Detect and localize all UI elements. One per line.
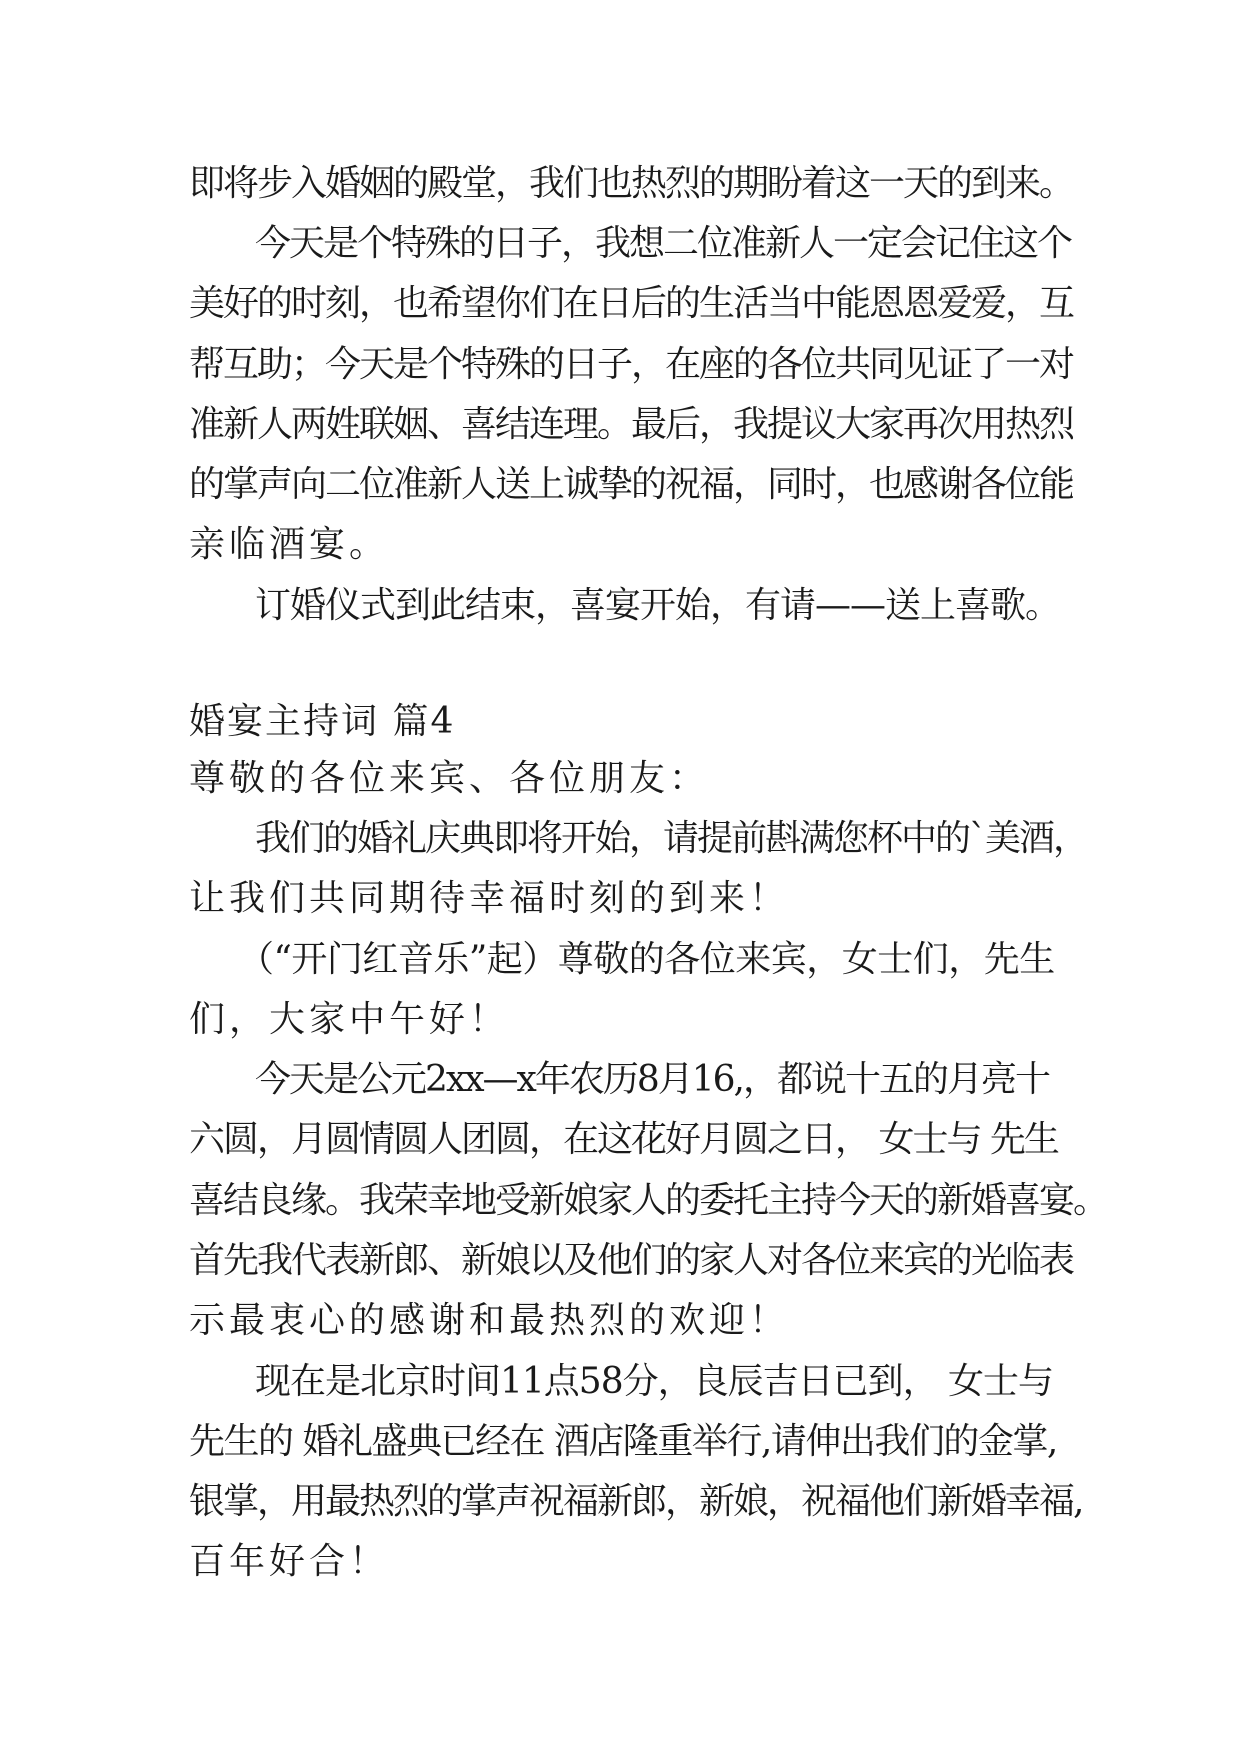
paragraph-line: 的掌声向二位准新人送上诚挚的祝福，同时，也感谢各位能 bbox=[189, 464, 1074, 505]
paragraph-line: 帮互助；今天是个特殊的日子，在座的各位共同见证了一对 bbox=[189, 344, 1074, 385]
paragraph-line: 现在是北京时间11点58分，良辰吉日已到， 女士与 bbox=[255, 1361, 1054, 1402]
paragraph-line: 今天是个特殊的日子，我想二位准新人一定会记住这个 bbox=[255, 223, 1072, 264]
paragraph-line: 首先我代表新郎、新娘以及他们的家人对各位来宾的光临表 bbox=[189, 1240, 1074, 1281]
paragraph-line: 六圆，月圆情圆人团圆，在这花好月圆之日， 女士与 先生 bbox=[189, 1119, 1058, 1160]
paragraph-line: 美好的时刻，也希望你们在日后的生活当中能恩恩爱爱，互 bbox=[189, 283, 1074, 324]
paragraph-line: 们，大家中午好！ bbox=[189, 999, 510, 1040]
paragraph-line: 让我们共同期待幸福时刻的到来！ bbox=[189, 878, 790, 919]
paragraph-line: 银掌，用最热烈的掌声祝福新郎，新娘，祝福他们新婚幸福, bbox=[189, 1481, 1083, 1522]
paragraph-line: 示最衷心的感谢和最热烈的欢迎！ bbox=[189, 1300, 790, 1341]
paragraph-line: 今天是公元2xx—x年农历8月16,，都说十五的月亮十 bbox=[255, 1059, 1049, 1100]
salutation-line: 尊敬的各位来宾、各位朋友： bbox=[189, 758, 710, 799]
section-heading: 婚宴主持词 篇4 bbox=[189, 701, 456, 742]
paragraph-line: （“开门红音乐”起）尊敬的各位来宾，女士们，先生 bbox=[238, 939, 1055, 980]
paragraph-line: 百年好合！ bbox=[189, 1541, 390, 1582]
paragraph-line: 我们的婚礼庆典即将开始，请提前斟满您杯中的`美酒， bbox=[255, 818, 1088, 859]
paragraph-line: 即将步入婚姻的殿堂，我们也热烈的期盼着这一天的到来。 bbox=[189, 163, 1074, 204]
paragraph-line: 先生的 婚礼盛典已经在 酒店隆重举行,请伸出我们的金掌, bbox=[189, 1421, 1057, 1462]
paragraph-line: 亲临酒宴。 bbox=[189, 524, 390, 565]
paragraph-line: 准新人两姓联姻、喜结连理。最后，我提议大家再次用热烈 bbox=[189, 404, 1074, 445]
paragraph-line: 喜结良缘。我荣幸地受新娘家人的委托主持今天的新婚喜宴。 bbox=[189, 1180, 1108, 1221]
paragraph-line: 订婚仪式到此结束，喜宴开始，有请——送上喜歌。 bbox=[255, 585, 1061, 626]
